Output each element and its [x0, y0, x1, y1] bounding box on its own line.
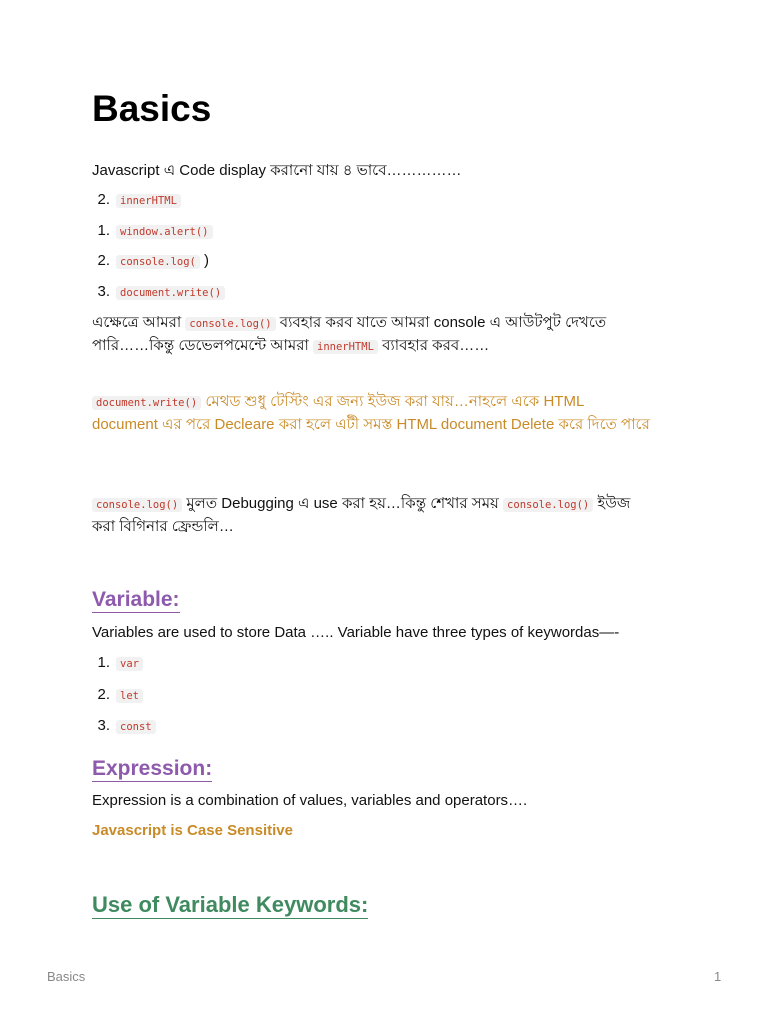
- list-item: 3. document.write(): [92, 282, 225, 303]
- paragraph-console-log: এক্ষেত্রে আমরা console.log() ব্যবহার করব যাতে আমরা console এ আউটপুট দেখতে পারি……কিন্তু ডেভেলপমেন্টে আমরা innerHTML ব্যাবহার করব……: [92, 314, 607, 354]
- inline-code: console.log(): [92, 498, 182, 512]
- inline-code: let: [116, 689, 143, 703]
- paragraph-debugging: console.log() মুলত Debugging এ use করা হয়…কিন্তু শেখার সময় console.log() ইউজ করা বিগিনার ফ্রেন্ডলি…: [92, 495, 631, 535]
- inline-code: const: [116, 720, 156, 734]
- case-sensitive-note: Javascript is Case Sensitive: [92, 822, 293, 839]
- inline-code: innerHTML: [313, 340, 378, 354]
- inline-code: console.log(: [116, 255, 200, 269]
- inline-code: document.write(): [92, 396, 201, 410]
- inline-code: console.log(): [503, 498, 593, 512]
- list-item: 2. console.log( ): [97, 252, 210, 269]
- list-item: 2. innerHTML: [92, 190, 181, 211]
- inline-code: innerHTML: [116, 194, 181, 208]
- variable-description: Variables are used to store Data ….. Variable have three types of keywordas—-: [92, 624, 620, 641]
- expression-heading: Expression:: [92, 757, 213, 780]
- list-item: 2. let: [92, 685, 143, 706]
- page-title: Basics: [92, 88, 212, 129]
- list-item: 3. const: [92, 716, 156, 737]
- inline-code: document.write(): [116, 286, 225, 300]
- page-number: 1: [714, 969, 722, 984]
- inline-code: var: [116, 657, 143, 671]
- variable-heading: Variable:: [92, 588, 180, 611]
- footer-title: Basics: [47, 969, 86, 984]
- list-item: 1. var: [92, 653, 143, 674]
- variable-keywords-heading: Use of Variable Keywords:: [92, 892, 369, 917]
- list-item: 1. window.alert(): [92, 221, 213, 242]
- inline-code: console.log(): [185, 317, 275, 331]
- paragraph-document-write: document.write() মেথড শুধু টেস্টিং এর জন্য ইউজ করা যায়…নাহলে একে HTML document এর পরে Decleare করা হলে এটী সমস্ত HTML document Delete করে দিতে পারে: [92, 393, 650, 433]
- intro-text: Javascript এ Code display করানো যায় ৪ ভাবে……………: [92, 162, 462, 179]
- expression-description: Expression is a combination of values, variables and operators….: [92, 792, 528, 809]
- inline-code: window.alert(): [116, 225, 213, 239]
